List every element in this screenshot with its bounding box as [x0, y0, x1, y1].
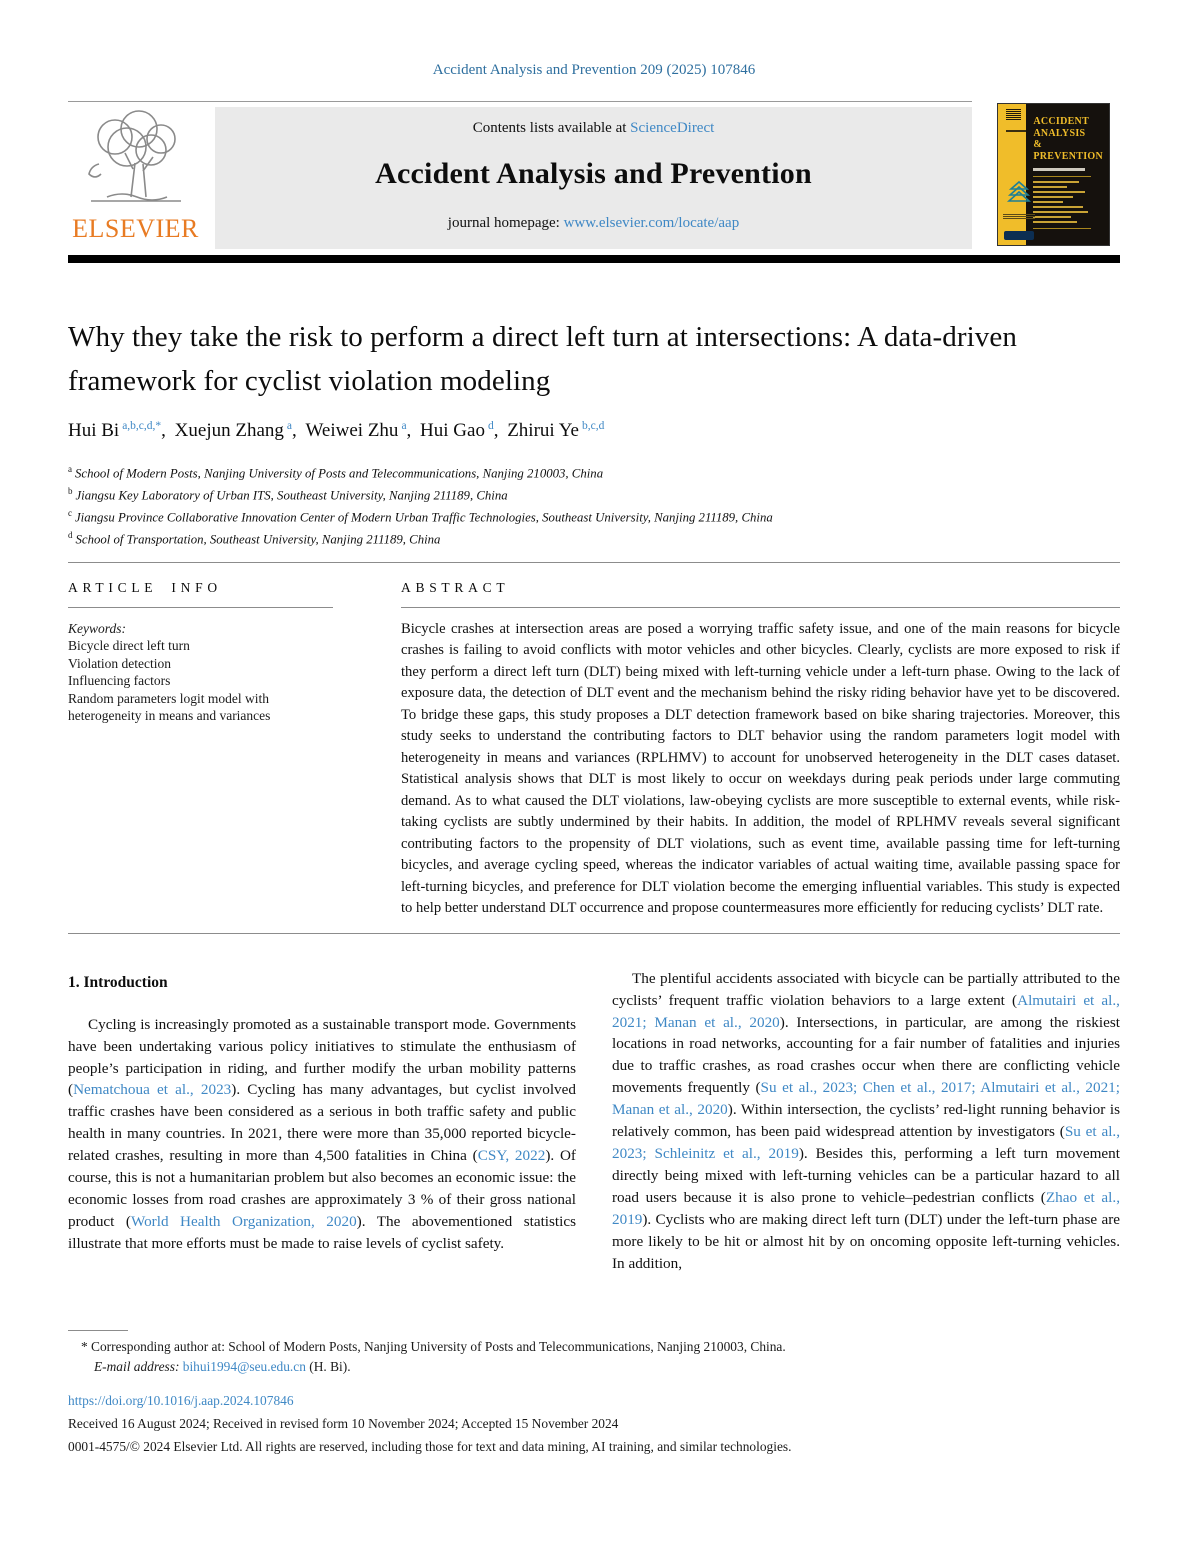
doi-link[interactable]: https://doi.org/10.1016/j.aap.2024.107846: [68, 1393, 294, 1408]
author: Xuejun Zhang $^a$,: [174, 420, 302, 442]
authors-line: [68, 420, 1120, 442]
citation-link[interactable]: Su et al., 2023; Chen et al., 2017; Almutairi et al., 2021; Manan et al., 2020: [612, 1079, 1120, 1119]
contents-line: [215, 120, 972, 137]
abstract-rule: [401, 607, 1120, 608]
cover-title-line: &: [1033, 139, 1042, 150]
affiliation-superscript: c: [68, 508, 72, 519]
footnote-rule: [68, 1330, 128, 1331]
author: Hui Bi $^{a,b,c,d,*}$,: [68, 420, 171, 442]
section-heading-introduction: 1. Introduction: [68, 973, 168, 991]
affiliation-superscript: b: [68, 486, 73, 497]
footnote-area: [68, 1330, 1120, 1456]
author-superscript[interactable]: a: [401, 420, 407, 432]
body-columns: [68, 968, 1120, 1275]
abstract-heading: ABSTRACT: [401, 579, 510, 595]
author-name: Hui Bi: [68, 420, 120, 442]
affiliation: [68, 461, 1120, 483]
intro-paragraph-right: The plentiful accidents associated with bicycle can be partially attributed to the cyclists’ frequent traffic violation behaviors to a large extent (Almutairi et al., 2021; Manan et al., 2020). Intersections, in particular, are among the riskiest locations in road networks, accounting for a fair number of fatalities and injuries due to traffic crashes, as road crashes occur when there are conflicting vehicle movements frequently (Su et al., 2023; Chen et al., 2017; Almutairi et al., 2021; Manan et al., 2020). Within intersection, the cyclists’ red-light running behavior is relatively common, has been paid widespread attention by investigators (Su et al., 2023; Schleinitz et al., 2019). Besides this, performing a left turn movement directly being mixed with left-turning vehicles can be a particular hazard to all road users because it is also prone to vehicle–pedestrian conflicts (Zhao et al., 2019). Cyclists who are making direct left turn (DLT) under the left-turn phase are more likely to be hit or almost hit by on oncoming opposite left-turning vehicles. In addition,: [612, 969, 1121, 1272]
citation-link[interactable]: bihui1994@seu.edu.cn: [182, 1358, 306, 1374]
affiliation-superscript: d: [68, 529, 73, 540]
cover-editor-line: [1033, 168, 1085, 171]
affiliation-superscript: a: [68, 464, 72, 475]
affiliation: [68, 483, 1120, 505]
author-name: Zhirui Ye: [507, 420, 579, 442]
cover-title-line: ACCIDENT: [1033, 116, 1090, 127]
keywords-label: Keywords:: [68, 620, 126, 636]
author-name: Hui Gao: [420, 420, 485, 442]
author-superscript[interactable]: a: [286, 420, 293, 432]
copyright-line: 0001-4575/© 2024 Elsevier Ltd. All rights are reserved, including those for text and data mining, AI training, and similar technologies.: [68, 1439, 792, 1454]
author-name: Weiwei Zhu: [305, 420, 399, 442]
citation-link[interactable]: Su et al., 2023; Schleinitz et al., 2019: [612, 1123, 1121, 1163]
cover-issn-text: [1006, 130, 1026, 132]
email-line: E-mail address: bihui1994@seu.edu.cn (H. Bi).: [94, 1358, 351, 1374]
affiliation: [68, 505, 1120, 527]
citation-link[interactable]: Nematchoua et al., 2023: [73, 1081, 232, 1099]
corresponding-author-note: * Corresponding author at: School of Modern Posts, Nanjing University of Posts and Telecommunications, Nanjing 210003, China.: [81, 1339, 786, 1354]
cover-rule: [1033, 176, 1091, 177]
citation-link[interactable]: Almutairi et al., 2021; Manan et al., 2020: [612, 991, 1120, 1031]
homepage-link[interactable]: www.elsevier.com/locate/aap: [563, 215, 740, 231]
keyword-item: Violation detection: [68, 655, 172, 671]
section-divider-bottom: [68, 933, 1120, 934]
cover-title-line: PREVENTION: [1033, 150, 1103, 162]
info-abstract-section: [68, 580, 1120, 920]
black-divider-bar: [68, 255, 1120, 263]
elsevier-wordmark: ELSEVIER: [72, 214, 199, 243]
keyword-item: Bicycle direct left turn: [68, 638, 190, 654]
keyword-item: Influencing factors: [68, 673, 171, 689]
homepage-prefix: journal homepage:: [447, 215, 564, 231]
cover-title: [1033, 116, 1103, 162]
cover-tree-icon: [1005, 180, 1033, 211]
header-banner: [68, 107, 1120, 249]
citation-link[interactable]: World Health Organization, 2020: [130, 1212, 357, 1230]
journal-cover-thumbnail: [997, 103, 1110, 246]
article-info-rule: [68, 607, 333, 608]
affiliation-text: Jiangsu Province Collaborative Innovation Center of Modern Urban Traffic Technologies, Southeast University, Nanjing 211189, China: [75, 510, 773, 525]
abstract-text: Bicycle crashes at intersection areas are posed a worrying traffic safety issue, and one of the main reasons for bicycle crashes is failing to avoid conflicts with motor vehicles and other bicycles. Clearly, cyclists are more exposed to risk if they perform a direct left turn (DLT) being mixed with left-turning vehicle under a left-turn phase. Owing to the lack of exposure data, the detection of DLT event and the mechanism behind the risky riding behavior have yet to be discovered. To bridge these gaps, this study proposes a DLT detection framework based on bike sharing trajectories. Moreover, this study seeks to understand the contributing factors to DLT behavior using the random parameters logit model with heterogeneity in means and variances (RPLHMV) to account for unobserved heterogeneity in the DLT cases dataset. Statistical analysis shows that DLT is most likely to occur on weekdays during peak periods under large commuting demand. As to what caused the DLT violations, law-obeying cyclists are more susceptible to external events, while risk-taking cyclists are subtly undermined by their habits. In addition, the model of RPLHMV reveals several significant contributing factors to the propensity of DLT violations, such as event time, available passing time for left-turning bicycles, and average cycling speed, whereas the indicator variables of actual waiting time, available passing space for left-turning bicycles, and preference for DLT violation become the emerging influential variables. This study is expected to help better understand DLT occurrence and propose countermeasures more efficiently for reducing cyclists’ DLT rate.: [401, 620, 1120, 917]
elsevier-logo: [68, 107, 203, 249]
section-divider-top: [68, 562, 1120, 563]
contents-prefix: Contents lists available at: [472, 120, 631, 136]
cover-yellow-strip: [998, 104, 1026, 245]
journal-banner-box: [215, 107, 972, 249]
journal-title: Accident Analysis and Prevention: [375, 157, 812, 190]
left-column: [68, 968, 576, 1275]
author-name: Xuejun Zhang: [174, 420, 284, 442]
affiliation-text: School of Modern Posts, Nanjing University of Posts and Telecommunications, Nanjing 210003, China: [75, 466, 604, 481]
article-info-column: [68, 580, 333, 920]
keyword-item: Random parameters logit model with heterogeneity in means and variances: [68, 690, 271, 724]
article-title: Why they take the risk to perform a direct left turn at intersections: A data-driven framework for cyclist violation modeling: [68, 321, 1017, 397]
affiliation-text: School of Transportation, Southeast University, Nanjing 211189, China: [75, 532, 441, 547]
cover-tree-label: [1003, 214, 1035, 219]
barcode-icon: [1006, 109, 1021, 121]
affiliations: [68, 461, 1120, 548]
sciencedirect-link[interactable]: ScienceDirect: [630, 120, 715, 136]
author-superscript[interactable]: d: [487, 420, 494, 432]
keywords-list: [68, 637, 333, 725]
elsevier-tree-icon: [77, 109, 195, 213]
cover-main: [1026, 104, 1109, 245]
abstract-column: [401, 580, 1120, 920]
author: Hui Gao $^d$,: [420, 420, 504, 442]
author-superscript[interactable]: a,b,c,d,*: [122, 420, 162, 432]
received-dates: Received 16 August 2024; Received in revised form 10 November 2024; Accepted 15 November 2024: [68, 1416, 619, 1431]
cover-topic-list: [1033, 181, 1103, 223]
affiliation-text: Jiangsu Key Laboratory of Urban ITS, Southeast University, Nanjing 211189, China: [75, 488, 508, 503]
cover-title-line: ANALYSIS: [1033, 127, 1086, 139]
affiliation: [68, 527, 1120, 549]
right-column: [612, 968, 1120, 1275]
intro-paragraph-left: Cycling is increasingly promoted as a sustainable transport mode. Governments have been undertaking various policy initiatives to stimulate the enthusiasm of people’s participation in riding, and further modify the urban mobility patterns (Nematchoua et al., 2023). Cycling has many advantages, but cyclist involved traffic crashes have been considered as a serious in both traffic safety and public health in many countries. In 2021, there were more than 35,000 reported bicycle-related crashes, resulting in more than 4,500 fatalities in China (CSY, 2022). Of course, this is not a humanitarian problem but also becomes an economic issue: the economic losses from road crashes are approximately 3 % of their gross national product (World Health Organization, 2020). The abovementioned statistics illustrate that more efforts must be made to raise levels of cyclist safety.: [68, 1015, 577, 1252]
author-superscript[interactable]: b,c,d: [582, 420, 605, 432]
citation-link[interactable]: Zhao et al., 2019: [612, 1188, 1120, 1228]
cover-rule-bottom: [1033, 228, 1091, 229]
header-divider: [68, 101, 972, 102]
homepage-line: [215, 215, 972, 232]
citation-link[interactable]: CSY, 2022: [477, 1147, 546, 1165]
sciencedirect-chip: [1004, 231, 1034, 240]
author: [507, 420, 608, 441]
journal-reference: Accident Analysis and Prevention 209 (2025) 107846: [432, 62, 756, 78]
author: Weiwei Zhu $^a$,: [305, 420, 417, 442]
article-info-heading: ARTICLE INFO: [68, 579, 222, 595]
